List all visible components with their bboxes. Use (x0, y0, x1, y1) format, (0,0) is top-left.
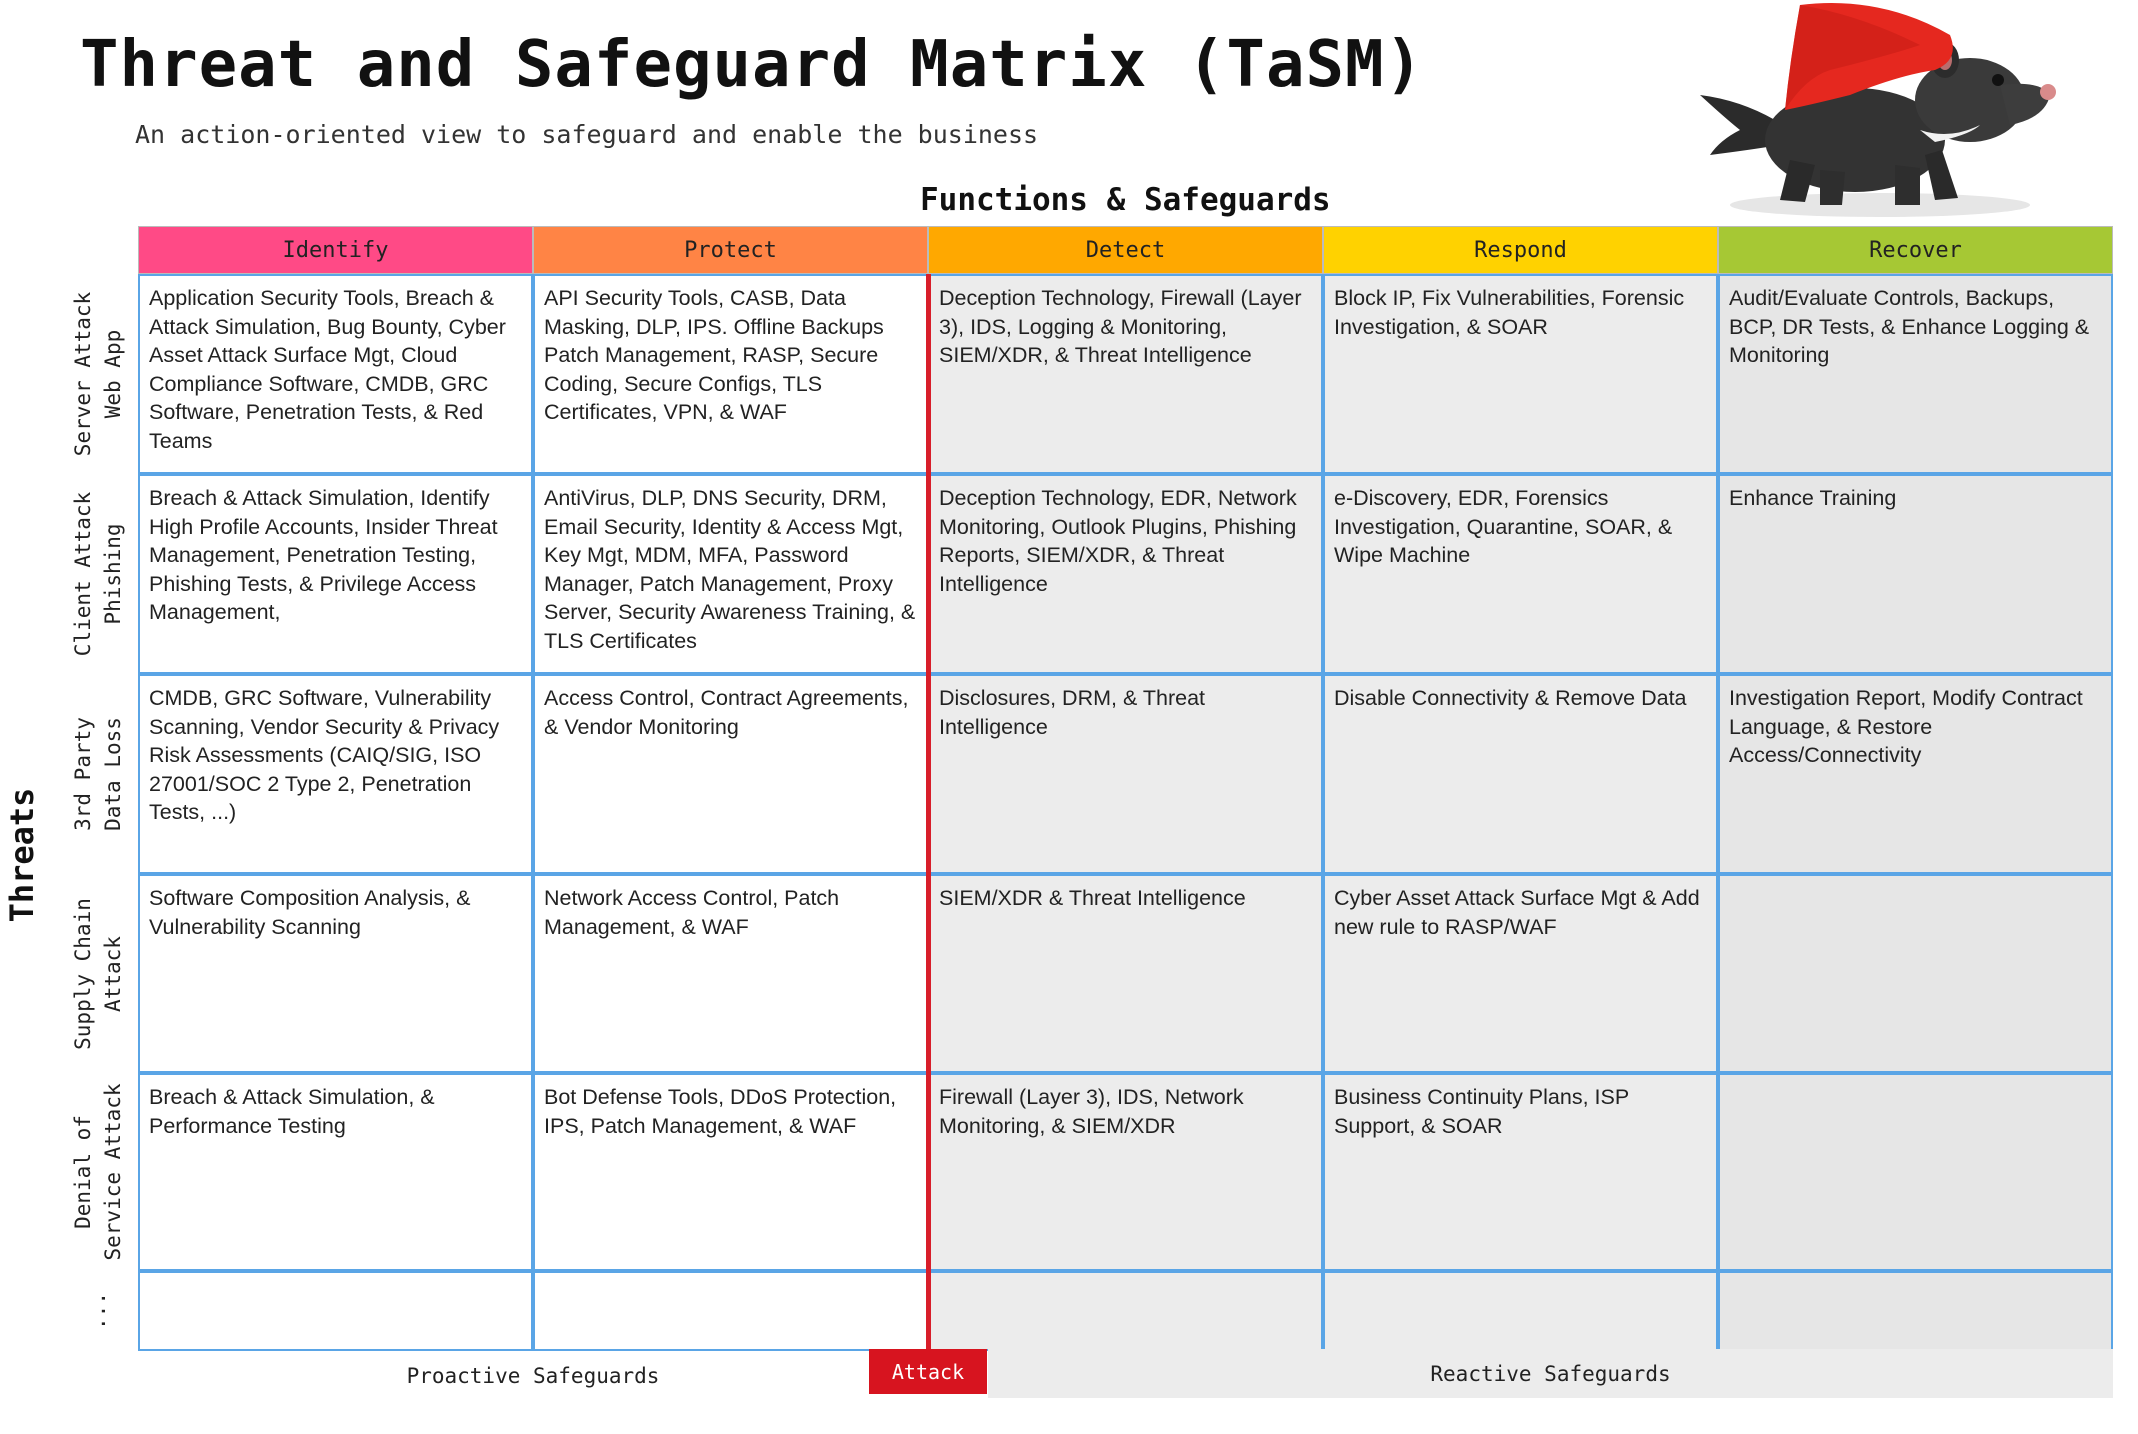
matrix-cell-protect (533, 1271, 928, 1351)
row-label-more (63, 1271, 133, 1351)
matrix-cell-protect: API Security Tools, CASB, Data Masking, DLP, IPS. Offline Backups Patch Management, RASP, Secure Coding, Secure Configs, TLS Certificates, VPN, & WAF (533, 274, 928, 474)
matrix-cell-detect: Disclosures, DRM, & Threat Intelligence (928, 674, 1323, 874)
matrix-cell-detect: Deception Technology, EDR, Network Monitoring, Outlook Plugins, Phishing Reports, SIEM/XDR, & Threat Intelligence (928, 474, 1323, 674)
matrix-cell-protect: AntiVirus, DLP, DNS Security, DRM, Email Security, Identity & Access Mgt, Key Mgt, MDM, MFA, Password Manager, Patch Management, Proxy Server, Security Awareness Training, & TLS Certificates (533, 474, 928, 674)
column-header-detect: Detect (928, 226, 1323, 274)
row-label-line1: Client Attack (71, 491, 95, 657)
proactive-safeguards-label: Proactive Safeguards (406, 1364, 660, 1388)
matrix-cell-recover (1718, 1073, 2113, 1271)
row-label-line1: ... (86, 1292, 110, 1330)
matrix-cell-respond: Disable Connectivity & Remove Data (1323, 674, 1718, 874)
row-label-line2: Phishing (101, 523, 125, 625)
row-label-denial-of-service-attack (63, 1073, 133, 1271)
threats-axis-label (0, 787, 44, 923)
page-title: Threat and Safeguard Matrix (TaSM) (80, 28, 1425, 102)
attack-label: Attack (869, 1349, 987, 1394)
row-label-line1: 3rd Party (71, 717, 95, 831)
row-label-line2: Attack (101, 935, 125, 1012)
matrix-cell-respond (1323, 1271, 1718, 1351)
matrix-cell-protect: Access Control, Contract Agreements, & Vendor Monitoring (533, 674, 928, 874)
row-label-client-attack-phishing (63, 474, 133, 674)
row-label-3rd-party-data-loss (63, 674, 133, 874)
matrix-cell-identify: CMDB, GRC Software, Vulnerability Scanning, Vendor Security & Privacy Risk Assessments (CAIQ/SIG, ISO 27001/SOC 2 Type 2, Penetration Tests, ...) (138, 674, 533, 874)
row-label-line1: Server Attack (71, 291, 95, 457)
matrix-cell-detect: Deception Technology, Firewall (Layer 3), IDS, Logging & Monitoring, SIEM/XDR, & Threat Intelligence (928, 274, 1323, 474)
matrix-cell-detect: Firewall (Layer 3), IDS, Network Monitoring, & SIEM/XDR (928, 1073, 1323, 1271)
matrix-cell-identify (138, 1271, 533, 1351)
matrix-cell-recover: Audit/Evaluate Controls, Backups, BCP, DR Tests, & Enhance Logging & Monitoring (1718, 274, 2113, 474)
column-header-respond: Respond (1323, 226, 1718, 274)
functions-heading: Functions & Safeguards (920, 182, 1331, 218)
row-label-text (83, 1292, 113, 1330)
matrix-cell-recover: Investigation Report, Modify Contract Language, & Restore Access/Connectivity (1718, 674, 2113, 874)
matrix-cell-respond: Business Continuity Plans, ISP Support, & SOAR (1323, 1073, 1718, 1271)
row-label-text (68, 717, 128, 831)
matrix-cell-respond: Cyber Asset Attack Surface Mgt & Add new rule to RASP/WAF (1323, 874, 1718, 1073)
matrix-cell-protect: Bot Defense Tools, DDoS Protection, IPS, Patch Management, & WAF (533, 1073, 928, 1271)
matrix-cell-recover (1718, 1271, 2113, 1351)
column-header-identify: Identify (138, 226, 533, 274)
row-label-supply-chain-attack (63, 874, 133, 1073)
column-header-recover: Recover (1718, 226, 2113, 274)
tasmanian-devil-mascot-icon (1680, 0, 2060, 225)
matrix-cell-detect: SIEM/XDR & Threat Intelligence (928, 874, 1323, 1073)
matrix-cell-protect: Network Access Control, Patch Management, & WAF (533, 874, 928, 1073)
row-label-text (68, 898, 128, 1050)
page-subtitle: An action-oriented view to safeguard and enable the business (135, 120, 1039, 149)
row-label-server-attack-web-app (63, 274, 133, 474)
matrix-cell-recover: Enhance Training (1718, 474, 2113, 674)
matrix-cell-identify: Software Composition Analysis, & Vulnerability Scanning (138, 874, 533, 1073)
row-label-text (68, 1083, 128, 1260)
matrix-cell-identify: Breach & Attack Simulation, & Performance Testing (138, 1073, 533, 1271)
matrix-cell-detect (928, 1271, 1323, 1351)
row-label-line2: Web App (101, 329, 125, 419)
matrix-cell-respond: e-Discovery, EDR, Forensics Investigation, Quarantine, SOAR, & Wipe Machine (1323, 474, 1718, 674)
threat-safeguard-matrix (71, 226, 2113, 1346)
row-label-line1: Supply Chain (71, 897, 95, 1050)
matrix-cell-recover (1718, 874, 2113, 1073)
reactive-safeguards-label: Reactive Safeguards (988, 1349, 2113, 1398)
matrix-cell-identify: Breach & Attack Simulation, Identify High Profile Accounts, Insider Threat Management, Penetration Testing, Phishing Tests, & Privilege Access Management, (138, 474, 533, 674)
row-label-text (68, 292, 128, 456)
threats-label-text: Threats (3, 787, 41, 923)
row-label-line2: Service Attack (101, 1083, 125, 1261)
row-label-line2: Data Loss (101, 717, 125, 831)
matrix-cell-identify: Application Security Tools, Breach & Attack Simulation, Bug Bounty, Cyber Asset Attack Surface Mgt, Cloud Compliance Software, CMDB, GRC Software, Penetration Tests, & Red Teams (138, 274, 533, 474)
row-label-line1: Denial of (71, 1115, 95, 1229)
attack-divider-line (926, 274, 931, 1351)
column-header-protect: Protect (533, 226, 928, 274)
matrix-cell-respond: Block IP, Fix Vulnerabilities, Forensic Investigation, & SOAR (1323, 274, 1718, 474)
row-label-text (68, 492, 128, 656)
